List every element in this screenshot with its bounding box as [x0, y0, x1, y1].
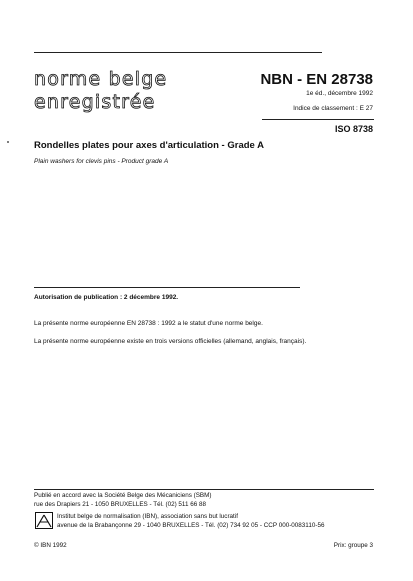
margin-dot — [7, 141, 9, 143]
publication-authorization: Autorisation de publication : 2 décembre 1992. — [34, 294, 179, 301]
copyright: © IBN 1992 — [34, 542, 67, 549]
footer-institute-line: Institut belge de normalisation (IBN), association sans but lucratif — [57, 513, 238, 520]
status-statement: La présente norme européenne EN 28738 : 1992 a le statut d'une norme belge. — [34, 320, 263, 327]
edition-date: 1e éd., décembre 1992 — [306, 90, 373, 97]
versions-statement: La présente norme européenne existe en trois versions officielles (allemand, anglais, français). — [34, 338, 307, 345]
brand-line-2: enregistrée — [34, 91, 156, 113]
publication-rule — [34, 287, 300, 288]
iso-rule — [262, 119, 374, 120]
footer-publisher-line: Publié en accord avec la Société Belge des Mécaniciens (SBM) — [34, 492, 212, 499]
footer-publisher-address: rue des Drapiers 21 - 1050 BRUXELLES - Tél. (02) 511 66 88 — [34, 501, 206, 508]
top-rule — [34, 52, 322, 53]
footer-rule — [34, 489, 374, 490]
iso-reference: ISO 8738 — [334, 124, 373, 134]
document-subtitle-english: Plain washers for clevis pins - Product grade A — [34, 158, 169, 165]
footer-institute-address: avenue de la Brabançonne 29 - 1040 BRUXELLES - Tél. (02) 734 92 05 - CCP 000-0083110-56 — [57, 522, 325, 529]
brand-line-1: norme belge — [34, 68, 168, 90]
document-title: Rondelles plates pour axes d'articulation - Grade A — [34, 140, 264, 151]
price-group: Prix: groupe 3 — [333, 542, 373, 549]
classification-index: Indice de classement : E 27 — [293, 105, 373, 112]
standard-number: NBN - EN 28738 — [260, 71, 373, 88]
ibn-logo-icon — [35, 512, 53, 529]
